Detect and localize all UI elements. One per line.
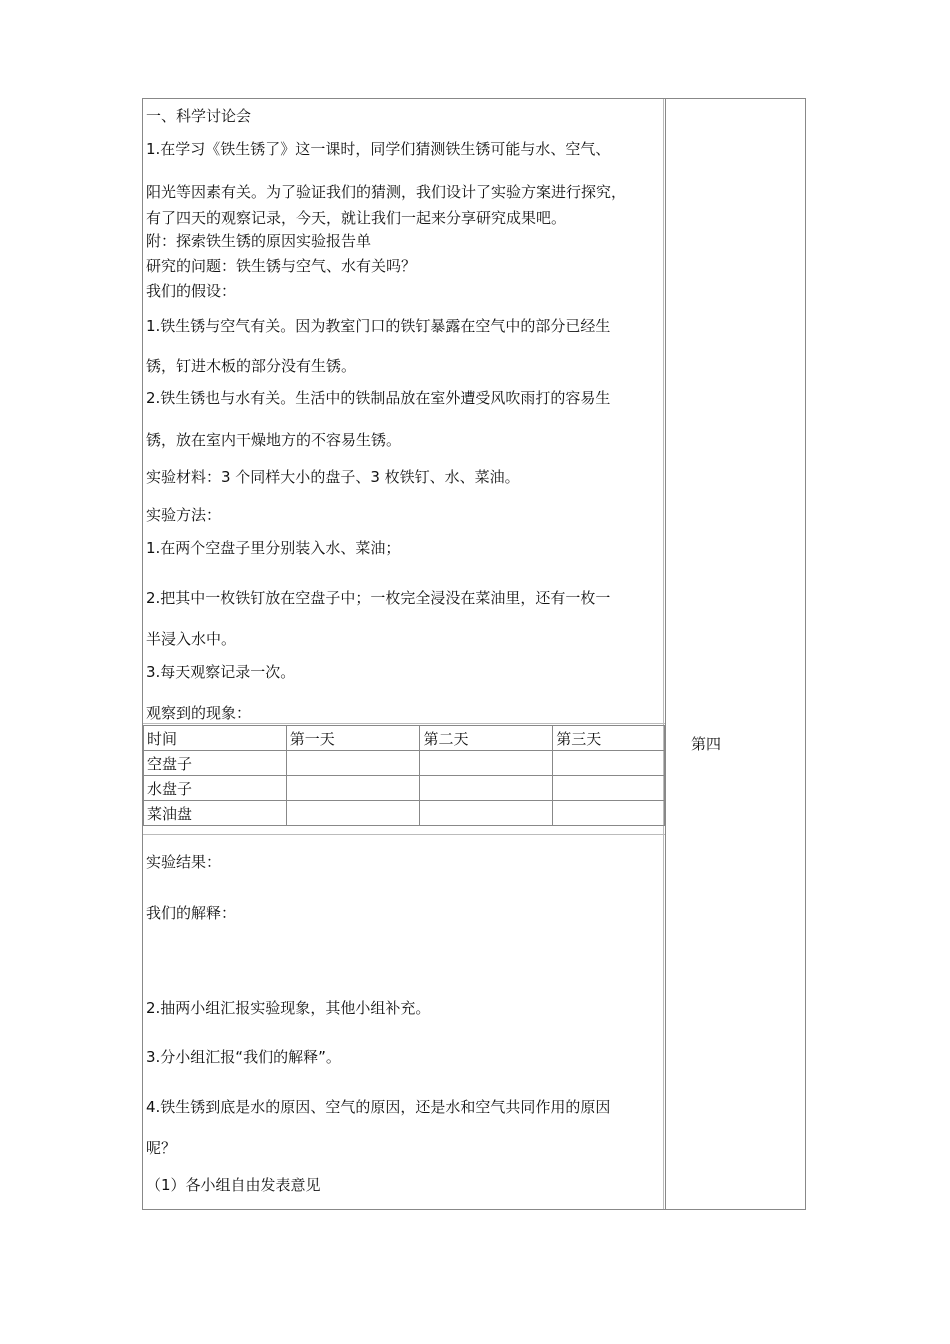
header-cell: 时间 bbox=[144, 726, 287, 751]
paragraph-line: 呢？ bbox=[146, 1139, 177, 1157]
paragraph-line: 2.铁生锈也与水有关。生活中的铁制品放在室外遭受风吹雨打的容易生 bbox=[146, 389, 611, 407]
paragraph-line: 1.在两个空盘子里分别装入水、菜油； bbox=[146, 539, 401, 557]
paragraph-line: 3.分小组汇报“我们的解释”。 bbox=[146, 1048, 341, 1066]
paragraph-line: 实验结果： bbox=[146, 853, 222, 871]
paragraph-line: 半浸入水中。 bbox=[146, 630, 237, 648]
table-cell bbox=[286, 776, 420, 801]
table-cell bbox=[286, 751, 420, 776]
observation-table bbox=[143, 725, 665, 826]
paragraph-line: 附：探索铁生锈的原因实验报告单 bbox=[146, 232, 372, 250]
paragraph-line: 锈，钉进木板的部分没有生锈。 bbox=[146, 357, 357, 375]
paragraph-line: 1.铁生锈与空气有关。因为教室门口的铁钉暴露在空气中的部分已经生 bbox=[146, 317, 611, 335]
paragraph-line: 实验方法： bbox=[146, 506, 222, 524]
table-cell bbox=[420, 801, 553, 826]
side-column-label: 第四 bbox=[691, 735, 722, 753]
table-cell bbox=[553, 751, 665, 776]
table-row bbox=[144, 801, 665, 826]
table-header-row bbox=[144, 726, 665, 751]
row-label: 水盘子 bbox=[144, 776, 287, 801]
paragraph-line: 观察到的现象： bbox=[146, 704, 252, 722]
column-divider-inner bbox=[663, 99, 664, 1209]
paragraph-line: 锈，放在室内干燥地方的不容易生锈。 bbox=[146, 431, 402, 449]
paragraph-line: 2.把其中一枚铁钉放在空盘子中；一枚完全浸没在菜油里，还有一枚一 bbox=[146, 589, 611, 607]
table-cell bbox=[420, 751, 553, 776]
table-cell bbox=[286, 801, 420, 826]
paragraph-line: （1）各小组自由发表意见 bbox=[146, 1176, 321, 1194]
paragraph-line: 有了四天的观察记录，今天，就让我们一起来分享研究成果吧。 bbox=[146, 209, 567, 227]
paragraph-line: 2.抽两小组汇报实验现象，其他小组补充。 bbox=[146, 999, 431, 1017]
paragraph-line: 研究的问题：铁生锈与空气、水有关吗？ bbox=[146, 257, 417, 275]
paragraph-line: 我们的解释： bbox=[146, 904, 237, 922]
header-cell: 第二天 bbox=[420, 726, 553, 751]
row-label: 空盘子 bbox=[144, 751, 287, 776]
column-divider bbox=[665, 99, 666, 1209]
paragraph-line: 阳光等因素有关。为了验证我们的猜测，我们设计了实验方案进行探究， bbox=[146, 183, 627, 201]
table-cell bbox=[553, 801, 665, 826]
paragraph-line: 1.在学习《铁生锈了》这一课时，同学们猜测铁生锈可能与水、空气、 bbox=[146, 140, 611, 158]
header-cell: 第三天 bbox=[553, 726, 665, 751]
section-heading: 一、科学讨论会 bbox=[146, 107, 252, 125]
lesson-plan-table bbox=[142, 98, 806, 1210]
table-cell bbox=[420, 776, 553, 801]
table-cell bbox=[553, 776, 665, 801]
paragraph-line: 3.每天观察记录一次。 bbox=[146, 663, 296, 681]
row-label: 菜油盘 bbox=[144, 801, 287, 826]
paragraph-line: 4.铁生锈到底是水的原因、空气的原因，还是水和空气共同作用的原因 bbox=[146, 1098, 611, 1116]
paragraph-line: 实验材料：3 个同样大小的盘子、3 枚铁钉、水、菜油。 bbox=[146, 468, 520, 486]
table-row bbox=[144, 776, 665, 801]
table-row bbox=[144, 751, 665, 776]
header-cell: 第一天 bbox=[286, 726, 420, 751]
paragraph-line: 我们的假设： bbox=[146, 282, 237, 300]
